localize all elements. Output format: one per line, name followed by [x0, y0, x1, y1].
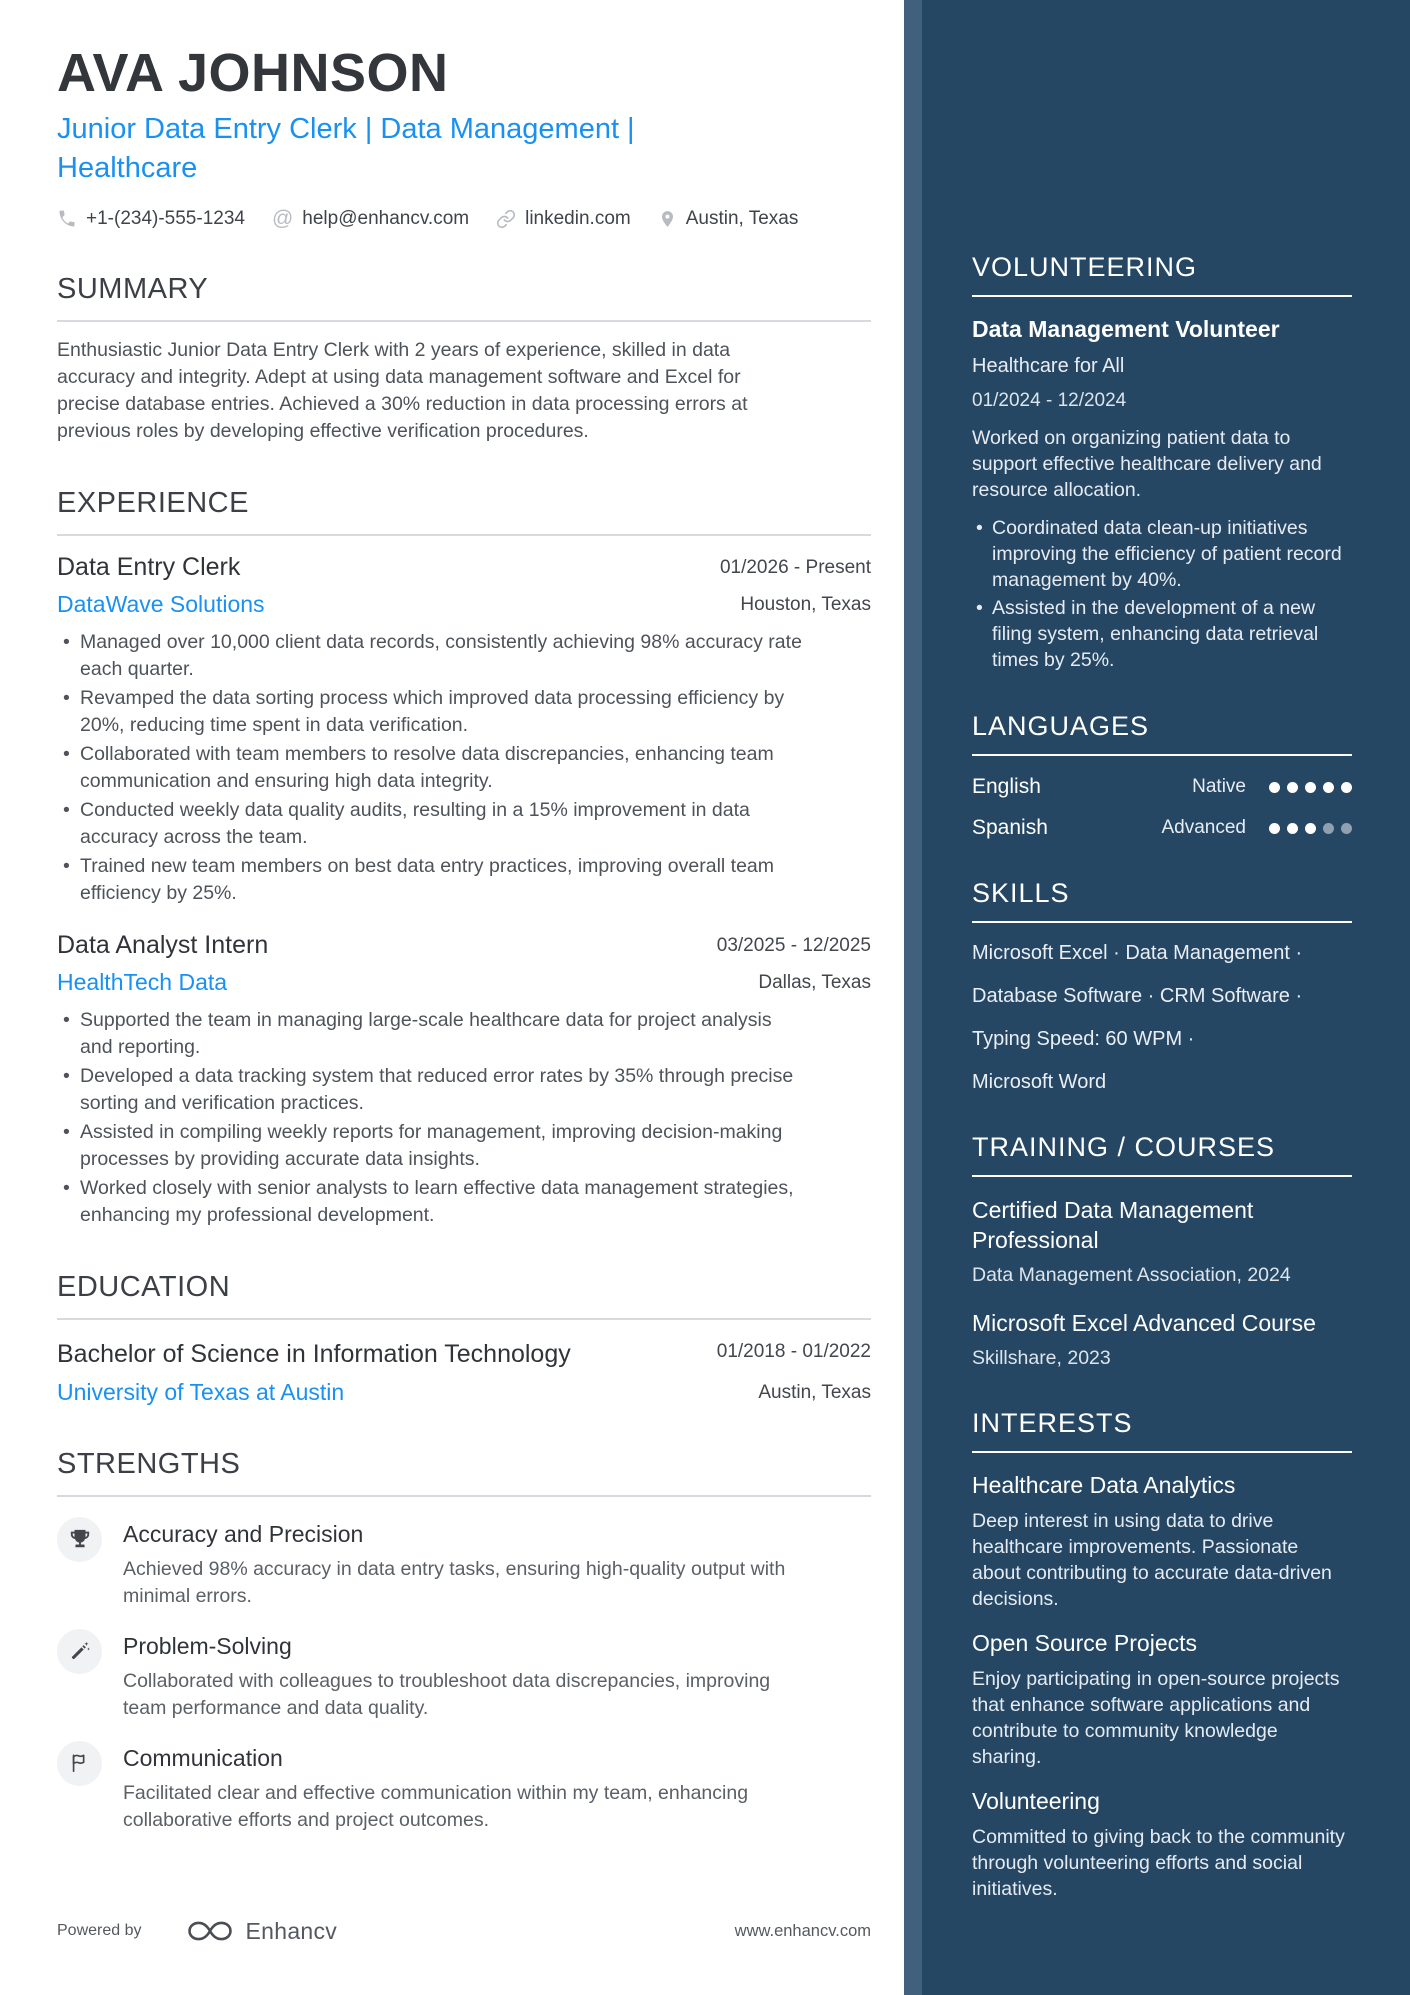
volunteer-bullet: • Assisted in the development of a new filing system, enhancing data retrieval times by 25%.	[972, 595, 1352, 673]
language-row	[972, 816, 1352, 840]
job-entry	[57, 931, 871, 1229]
strength-title: Communication	[123, 1744, 283, 1771]
course-subtitle: Skillshare, 2023	[972, 1346, 1111, 1369]
volunteer-org: Healthcare for All	[972, 355, 1125, 377]
contact-email-text: help@enhancv.com	[302, 207, 470, 229]
interest-item	[972, 1788, 1352, 1902]
summary-heading: SUMMARY	[57, 273, 871, 322]
strength-item	[57, 1629, 871, 1722]
candidate-title: Junior Data Entry Clerk | Data Management | Healthcare	[57, 113, 635, 184]
languages-heading: LANGUAGES	[972, 711, 1352, 756]
interests-heading: INTERESTS	[972, 1408, 1352, 1453]
education-location: Austin, Texas	[758, 1381, 871, 1403]
job-dates: 03/2025 - 12/2025	[716, 934, 871, 956]
contact-row	[57, 207, 871, 231]
strength-title: Accuracy and Precision	[123, 1520, 364, 1547]
job-bullet: • Conducted weekly data quality audits, resulting in a 15% improvement in data accuracy across the team.	[57, 797, 809, 851]
job-company: HealthTech Data	[57, 968, 228, 995]
job-bullet: • Trained new team members on best data entry practices, improving overall team efficiency by 25%.	[57, 853, 809, 907]
interest-title: Volunteering	[972, 1787, 1100, 1814]
strength-item	[57, 1741, 871, 1834]
contact-website-text: linkedin.com	[525, 207, 631, 229]
phone-icon	[57, 209, 77, 229]
education-section	[57, 1271, 871, 1406]
job-bullet: • Supported the team in managing large-scale healthcare data for project analysis and reporting.	[57, 1007, 809, 1061]
volunteer-dates: 01/2024 - 12/2024	[972, 390, 1127, 411]
job-entry	[57, 553, 871, 907]
volunteer-bullet: • Coordinated data clean-up initiatives improving the efficiency of patient record management by 40%.	[972, 515, 1352, 593]
job-bullet: • Developed a data tracking system that reduced error rates by 35% through precise sorting and verification practices.	[57, 1063, 809, 1117]
skill-line: Microsoft Excel · Data Management ·	[972, 942, 1303, 964]
volunteering-section	[972, 252, 1352, 673]
job-bullet: • Worked closely with senior analysts to learn effective data management strategies, enhancing my professional development.	[57, 1175, 809, 1229]
contact-website[interactable]	[496, 208, 631, 230]
skill-line: Microsoft Word	[972, 1071, 1107, 1093]
course-item	[972, 1309, 1352, 1370]
job-bullet: • Revamped the data sorting process which improved data processing efficiency by 20%, reducing time spent in data verification.	[57, 685, 809, 739]
languages-section	[972, 711, 1352, 840]
strengths-section	[57, 1448, 871, 1834]
sidebar-accent-stripe	[904, 0, 922, 1995]
volunteer-title: Data Management Volunteer	[972, 316, 1280, 342]
strength-desc: Achieved 98% accuracy in data entry tasks, ensuring high-quality output with minimal errors.	[123, 1557, 786, 1607]
job-location: Houston, Texas	[740, 593, 871, 615]
language-row	[972, 775, 1352, 799]
contact-phone[interactable]	[57, 208, 245, 230]
contact-location-text: Austin, Texas	[685, 207, 799, 229]
strength-desc: Collaborated with colleagues to troubleshoot data discrepancies, improving team performance and data quality.	[123, 1669, 771, 1719]
experience-heading: EXPERIENCE	[57, 487, 871, 536]
candidate-name: AVA JOHNSON	[57, 43, 449, 103]
language-level: Native	[1192, 776, 1246, 797]
course-title: Certified Data Management Professional	[972, 1197, 1254, 1253]
language-name: English	[972, 775, 1041, 798]
footer-url[interactable]: www.enhancv.com	[734, 1921, 871, 1940]
job-title: Data Entry Clerk	[57, 552, 241, 581]
sidebar	[904, 0, 1410, 1995]
education-dates: 01/2018 - 01/2022	[716, 1340, 871, 1362]
skills-section	[972, 878, 1352, 1094]
job-title: Data Analyst Intern	[57, 930, 269, 959]
interest-desc: Enjoy participating in open-source projects that enhance software applications and contribute to community knowledge sharing.	[972, 1667, 1340, 1768]
interest-title: Healthcare Data Analytics	[972, 1471, 1236, 1498]
contact-location	[658, 208, 799, 230]
strength-title: Problem-Solving	[123, 1632, 292, 1659]
course-item	[972, 1196, 1352, 1287]
flag-icon	[57, 1741, 102, 1786]
contact-phone-text: +1-(234)-555-1234	[86, 207, 245, 229]
job-location: Dallas, Texas	[758, 971, 871, 993]
interest-item	[972, 1472, 1352, 1612]
job-bullet: • Managed over 10,000 client data records, consistently achieving 98% accuracy rate each quarter.	[57, 629, 809, 683]
trophy-icon	[57, 1517, 102, 1562]
school-name: University of Texas at Austin	[57, 1378, 345, 1405]
link-icon	[496, 209, 516, 229]
strength-desc: Facilitated clear and effective communication within my team, enhancing collaborative efforts and project outcomes.	[123, 1781, 749, 1831]
language-proficiency-dots	[1262, 782, 1352, 793]
skill-line: Typing Speed: 60 WPM ·	[972, 1028, 1195, 1050]
at-icon: @	[271, 206, 294, 230]
enhancv-logo-icon	[184, 1917, 236, 1945]
job-bullet: • Collaborated with team members to resolve data discrepancies, enhancing team communication and ensuring high data integrity.	[57, 741, 809, 795]
course-subtitle: Data Management Association, 2024	[972, 1263, 1291, 1286]
language-name: Spanish	[972, 816, 1048, 839]
language-level: Advanced	[1161, 817, 1246, 838]
interest-item	[972, 1630, 1352, 1770]
job-bullet-list	[57, 629, 809, 907]
training-heading: TRAINING / COURSES	[972, 1132, 1352, 1177]
education-heading: EDUCATION	[57, 1271, 871, 1320]
skills-heading: SKILLS	[972, 878, 1352, 923]
footer	[57, 1917, 871, 1945]
interest-desc: Deep interest in using data to drive healthcare improvements. Passionate about contributing to accurate data-driven decisions.	[972, 1509, 1332, 1610]
job-bullet-list	[57, 1007, 809, 1229]
strengths-heading: STRENGTHS	[57, 1448, 871, 1497]
summary-section	[57, 273, 871, 445]
skill-line: Database Software · CRM Software ·	[972, 985, 1303, 1007]
contact-email[interactable]	[272, 207, 469, 231]
strength-item	[57, 1517, 871, 1610]
location-pin-icon	[658, 209, 677, 229]
magic-wand-icon	[57, 1629, 102, 1674]
powered-by-label: Powered by	[57, 1922, 142, 1939]
training-section	[972, 1132, 1352, 1370]
job-company: DataWave Solutions	[57, 590, 265, 617]
summary-text: Enthusiastic Junior Data Entry Clerk with 2 years of experience, skilled in data accuracy and integrity. Adept at using data management software and Excel for precise database entries. Achieved a 30% reduction in data processing errors at previous roles by developing effective verification procedures.	[57, 338, 748, 442]
interest-title: Open Source Projects	[972, 1629, 1198, 1656]
language-proficiency-dots	[1262, 823, 1352, 834]
volunteering-heading: VOLUNTEERING	[972, 252, 1352, 297]
volunteer-bullet-list	[972, 515, 1352, 673]
degree-title: Bachelor of Science in Information Technology	[57, 1339, 571, 1368]
volunteer-desc: Worked on organizing patient data to support effective healthcare delivery and resource allocation.	[972, 427, 1322, 501]
interest-desc: Committed to giving back to the community through volunteering efforts and social initiatives.	[972, 1825, 1345, 1900]
job-dates: 01/2026 - Present	[719, 556, 871, 578]
enhancv-wordmark: Enhancv	[245, 1917, 338, 1944]
course-title: Microsoft Excel Advanced Course	[972, 1309, 1316, 1336]
interests-section	[972, 1408, 1352, 1902]
job-bullet: • Assisted in compiling weekly reports for management, improving decision-making processes by providing accurate data insights.	[57, 1119, 809, 1173]
experience-section	[57, 487, 871, 1229]
